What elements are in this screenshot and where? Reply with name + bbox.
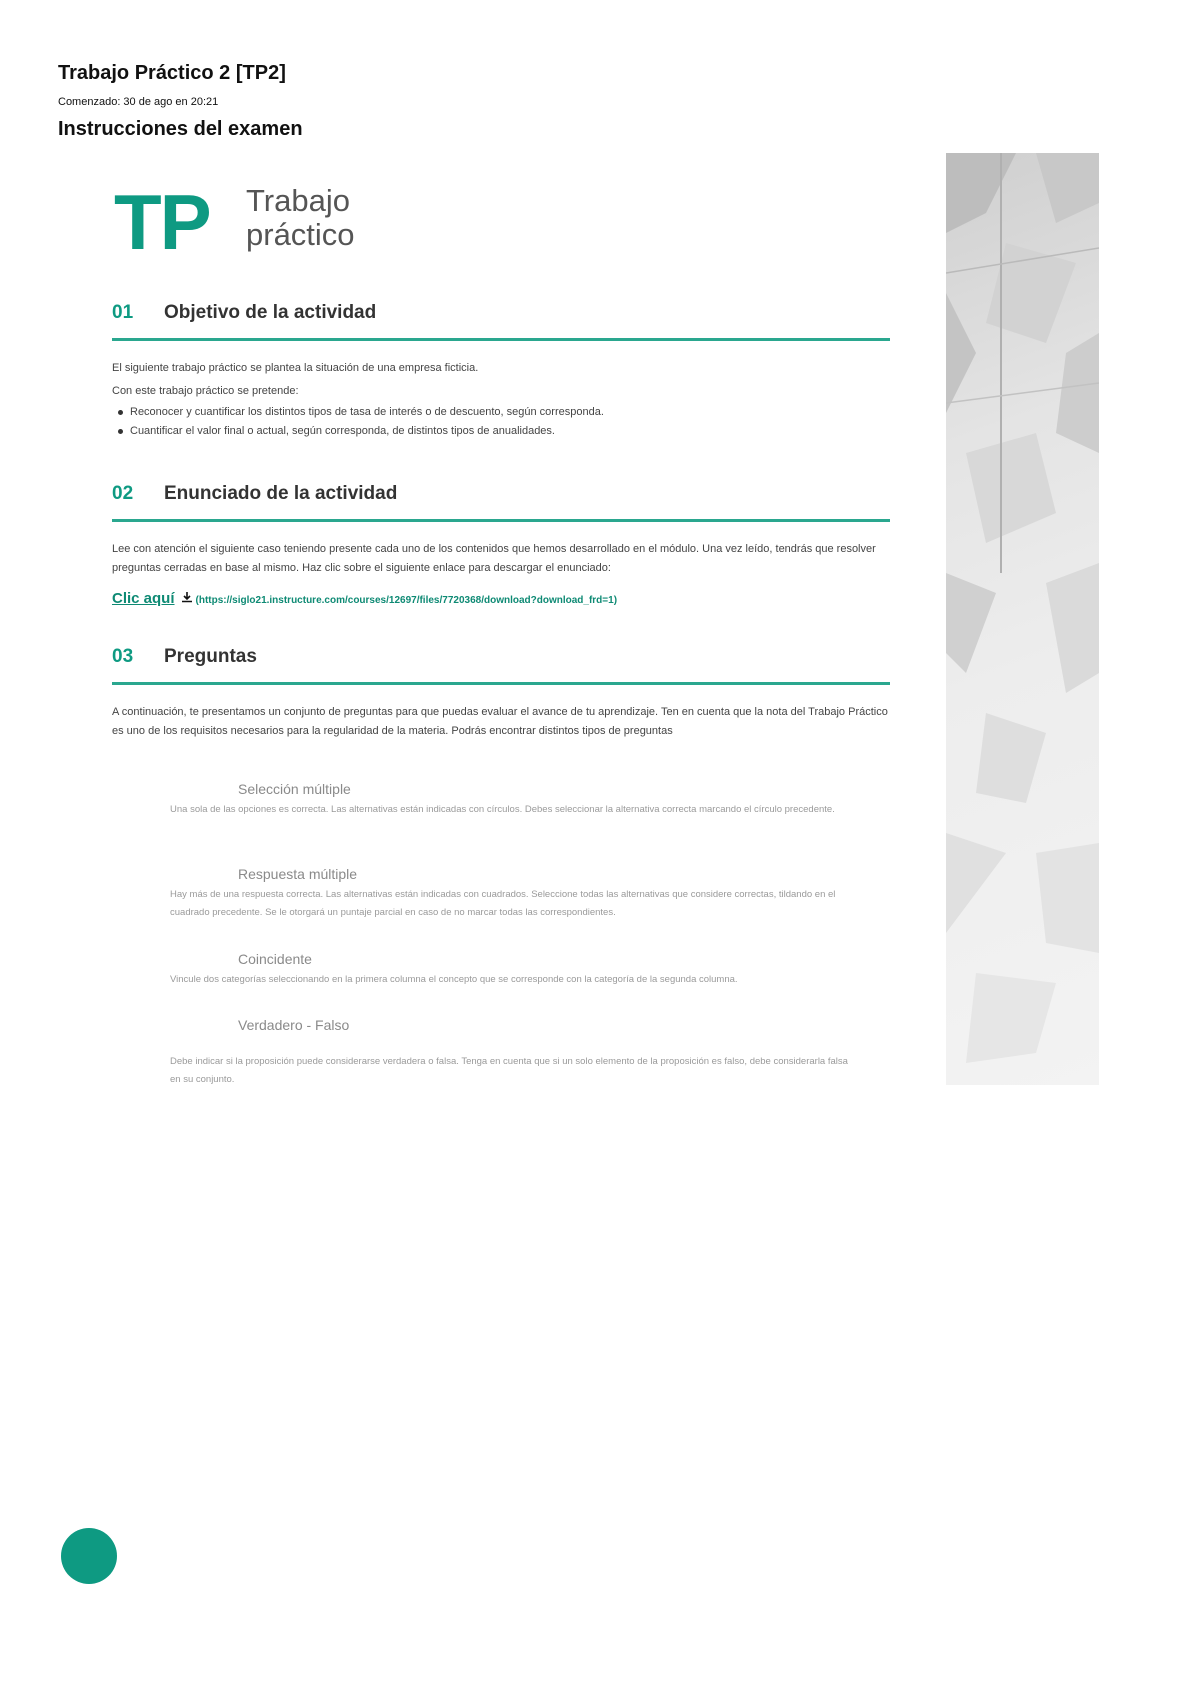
section-enunciado [112,483,890,612]
decorative-side-image [946,153,1099,1085]
section-divider [112,519,890,522]
section-title: Preguntas [164,646,257,667]
download-icon[interactable] [181,590,193,608]
list-item [112,422,890,441]
question-type-description: Vincule dos categorías seleccionando en la primera columna el concepto que se corresponde con la categoría de la segunda columna. [170,974,738,985]
section-header [112,302,890,332]
section-title: Objetivo de la actividad [164,302,377,323]
section-title: Enunciado de la actividad [164,483,398,504]
question-type-item [170,1017,860,1089]
question-type-description: Debe indicar si la proposición puede considerarse verdadera o falsa. Tenga en cuenta que si un solo elemento de la proposición es falso, debe considerarla falsa en su conjunto. [170,1056,848,1085]
question-type-item [170,951,860,989]
question-type-title: Respuesta múltiple [238,866,358,882]
section-divider [112,338,890,341]
list-item [112,403,890,422]
section-divider [112,682,890,685]
architecture-pattern-graphic [946,153,1099,1085]
question-type-title: Verdadero - Falso [238,1017,350,1033]
question-type-item [170,866,860,922]
section-number: 01 [112,302,134,323]
page-marker-circle [61,1528,117,1584]
question-type-description: Hay más de una respuesta correcta. Las alternativas están indicadas con cuadrados. Seleccione todas las alternativas que considere correctas, tildando en el cuadrado precedente. Se le otorgará un puntaje parcial en caso de no marcar todas las correspondientes. [170,889,836,918]
paragraph: Lee con atención el siguiente caso teniendo presente cada uno de los contenidos que hemos desarrollado en el módulo. Una vez leído, tendrás que resolver preguntas cerradas en base al mismo. Haz clic sobre el siguiente enlace para descargar el enunciado: [112,543,876,574]
bullet-list [112,403,890,441]
tp-logo-letters: TP [114,178,210,266]
section-number: 02 [112,483,134,504]
section-preguntas [112,646,890,741]
section-header [112,483,890,513]
tp-logo-word-2: práctico [246,217,355,252]
list-item-text: Cuantificar el valor final o actual, según corresponda, de distintos tipos de anualidades. [130,425,555,437]
paragraph: A continuación, te presentamos un conjunto de preguntas para que puedas evaluar el avance de tu aprendizaje. Ten en cuenta que la nota del Trabajo Práctico es uno de los requisitos necesarios para la regularidad de la materia. Podrás encontrar distintos tipos de preguntas [112,706,888,737]
list-item-text: Reconocer y cuantificar los distintos tipos de tasa de interés o de descuento, según corresponda. [130,406,604,418]
tp-logo-word-1: Trabajo [246,183,350,218]
question-type-title: Coincidente [238,951,312,967]
page-title: Trabajo Práctico 2 [TP2] [58,62,286,84]
download-link-row [112,590,890,612]
download-link[interactable]: Clic aquí [112,590,175,608]
section-objetivo [112,302,890,441]
paragraph: Con este trabajo práctico se pretende: [112,385,299,397]
paragraph: El siguiente trabajo práctico se plantea la situación de una empresa ficticia. [112,362,479,374]
section-header [112,646,890,676]
started-timestamp: Comenzado: 30 de ago en 20:21 [58,96,219,108]
download-link-url[interactable]: (https://siglo21.instructure.com/courses/12697/files/7720368/download?download_frd=1) [195,595,618,607]
question-type-description: Una sola de las opciones es correcta. Las alternativas están indicadas con círculos. Debes seleccionar la alternativa correcta marcando el círculo precedente. [170,804,835,815]
bullet-icon [118,410,123,415]
section-number: 03 [112,646,134,667]
question-type-item [170,781,860,819]
bullet-icon [118,429,123,434]
question-type-title: Selección múltiple [238,781,351,797]
instructions-heading: Instrucciones del examen [58,118,303,140]
